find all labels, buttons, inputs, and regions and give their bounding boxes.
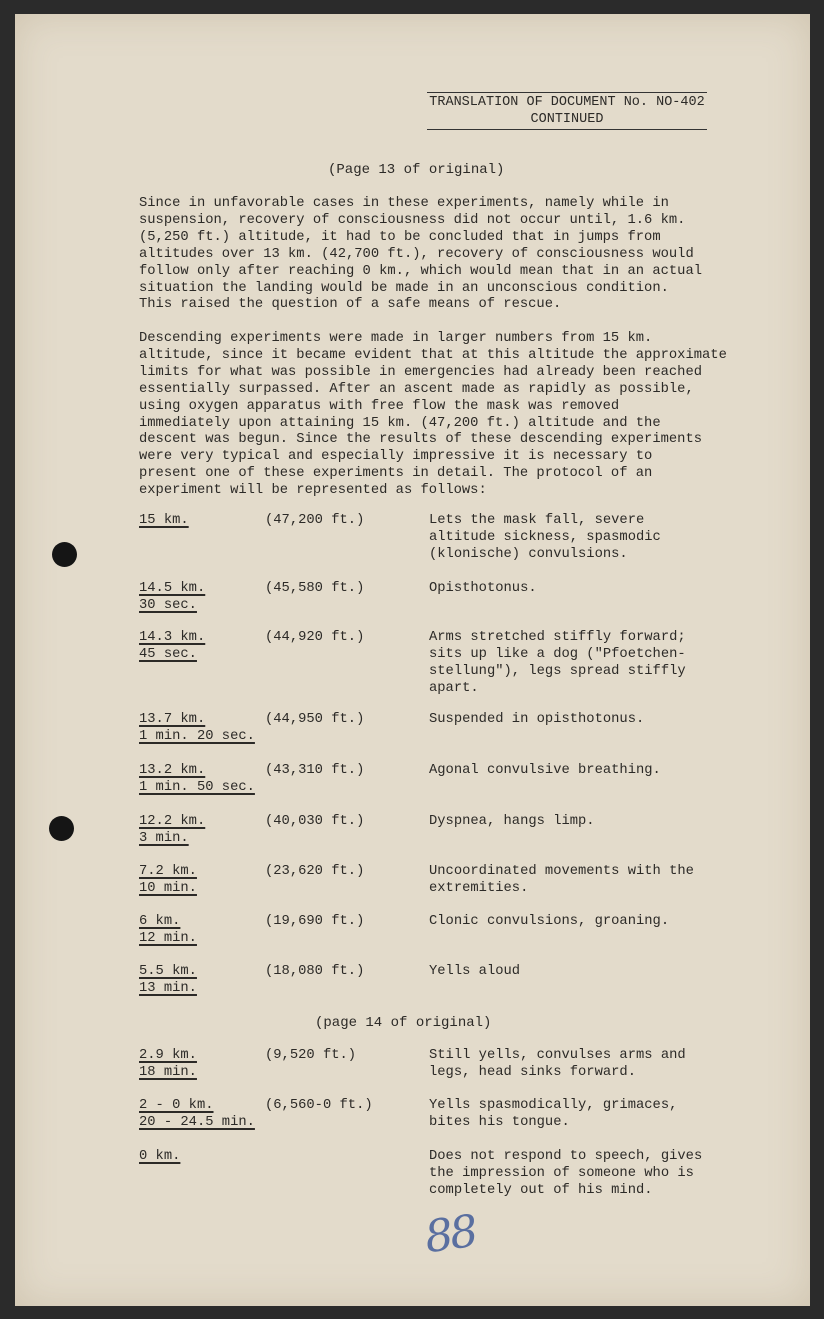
binder-hole-top	[52, 542, 77, 567]
elapsed-time: 3 min.	[139, 831, 189, 846]
elapsed-time: 30 sec.	[139, 598, 197, 613]
altitude-km: 2 - 0 km.	[139, 1098, 214, 1113]
document-page	[15, 14, 810, 1306]
altitude-feet: (47,200 ft.)	[265, 513, 365, 528]
altitude-time-cell	[139, 1047, 197, 1081]
observation: Yells spasmodically, grimaces, bites his tongue.	[429, 1098, 678, 1130]
altitude-time-cell	[139, 580, 205, 614]
altitude-feet: (9,520 ft.)	[265, 1048, 357, 1063]
document-header	[427, 92, 707, 130]
paragraph-1: Since in unfavorable cases in these experiments, namely while in suspension, recovery of consciousness did not occur until, 1.6 km. (5,250 ft.) altitude, it had to be concluded that in jumps from altitudes over 13 km. (42,700 ft.), recovery of consciousness would follow only after reaching 0 km., which would mean that in an actual situation the landing would be made in an unconscious condition. This raised the question of a safe means of rescue.	[139, 196, 703, 313]
observation: Clonic convulsions, groaning.	[429, 914, 670, 929]
altitude-km: 14.5 km.	[139, 581, 206, 596]
altitude-km: 2.9 km.	[139, 1048, 197, 1063]
header-title: TRANSLATION OF DOCUMENT No. NO-402	[429, 95, 705, 110]
observation: Agonal convulsive breathing.	[429, 763, 661, 778]
altitude-km: 12.2 km.	[139, 814, 206, 829]
altitude-time-cell	[139, 1148, 180, 1165]
altitude-km: 13.7 km.	[139, 712, 206, 727]
header-continued: CONTINUED	[530, 112, 604, 127]
page-13-reference: (Page 13 of original)	[328, 162, 505, 178]
altitude-feet: (23,620 ft.)	[265, 864, 365, 879]
paragraph-2: Descending experiments were made in larger numbers from 15 km. altitude, since it became evident that at this altitude the approximate limits for what was possible in emergencies had already been reached essentially surpassed. After an ascent made as rapidly as possible, using oxygen apparatus with free flow the mask was removed immediately upon attaining 15 km. (47,200 ft.) altitude and the descent was begun. Since the results of these descending experiments were very typical and especially impressive it is necessary to present one of these experiments in detail. The protocol of an experiment will be represented as follows:	[139, 331, 727, 499]
altitude-km: 15 km.	[139, 513, 189, 528]
altitude-time-cell	[139, 813, 205, 847]
elapsed-time: 18 min.	[139, 1065, 197, 1080]
altitude-feet: (44,950 ft.)	[265, 712, 365, 727]
altitude-time-cell	[139, 762, 255, 796]
altitude-feet: (6,560-0 ft.)	[265, 1098, 373, 1113]
altitude-time-cell	[139, 963, 197, 997]
altitude-feet: (45,580 ft.)	[265, 581, 365, 596]
altitude-time-cell	[139, 629, 205, 663]
altitude-time-cell	[139, 512, 189, 529]
observation: Uncoordinated movements with the extremities.	[429, 864, 694, 896]
altitude-time-cell	[139, 711, 255, 745]
observation: Yells aloud	[429, 964, 521, 979]
altitude-km: 0 km.	[139, 1149, 181, 1164]
altitude-time-cell	[139, 863, 197, 897]
observation: Dyspnea, hangs limp.	[429, 814, 595, 829]
observation: Does not respond to speech, gives the impression of someone who is completely out of his mind.	[429, 1149, 703, 1198]
altitude-km: 13.2 km.	[139, 763, 206, 778]
elapsed-time: 1 min. 20 sec.	[139, 729, 255, 744]
page-14-reference: (page 14 of original)	[315, 1015, 492, 1031]
elapsed-time: 45 sec.	[139, 647, 197, 662]
altitude-time-cell	[139, 1097, 255, 1131]
elapsed-time: 1 min. 50 sec.	[139, 780, 255, 795]
elapsed-time: 20 - 24.5 min.	[139, 1115, 255, 1130]
elapsed-time: 12 min.	[139, 931, 197, 946]
observation: Arms stretched stiffly forward; sits up like a dog ("Pfoetchen- stellung"), legs spread stiffly apart.	[429, 630, 686, 696]
altitude-km: 5.5 km.	[139, 964, 197, 979]
elapsed-time: 10 min.	[139, 881, 197, 896]
altitude-km: 7.2 km.	[139, 864, 197, 879]
altitude-feet: (19,690 ft.)	[265, 914, 365, 929]
altitude-km: 6 km.	[139, 914, 181, 929]
handwritten-page-number: 88	[421, 1205, 479, 1264]
observation: Suspended in opisthotonus.	[429, 712, 645, 727]
altitude-km: 14.3 km.	[139, 630, 206, 645]
binder-hole-bottom	[49, 816, 74, 841]
observation: Opisthotonus.	[429, 581, 537, 596]
observation: Lets the mask fall, severe altitude sickness, spasmodic (klonische) convulsions.	[429, 513, 661, 562]
altitude-feet: (40,030 ft.)	[265, 814, 365, 829]
altitude-feet: (18,080 ft.)	[265, 964, 365, 979]
elapsed-time: 13 min.	[139, 981, 197, 996]
observation: Still yells, convulses arms and legs, head sinks forward.	[429, 1048, 686, 1080]
altitude-feet: (44,920 ft.)	[265, 630, 365, 645]
altitude-feet: (43,310 ft.)	[265, 763, 365, 778]
altitude-time-cell	[139, 913, 197, 947]
